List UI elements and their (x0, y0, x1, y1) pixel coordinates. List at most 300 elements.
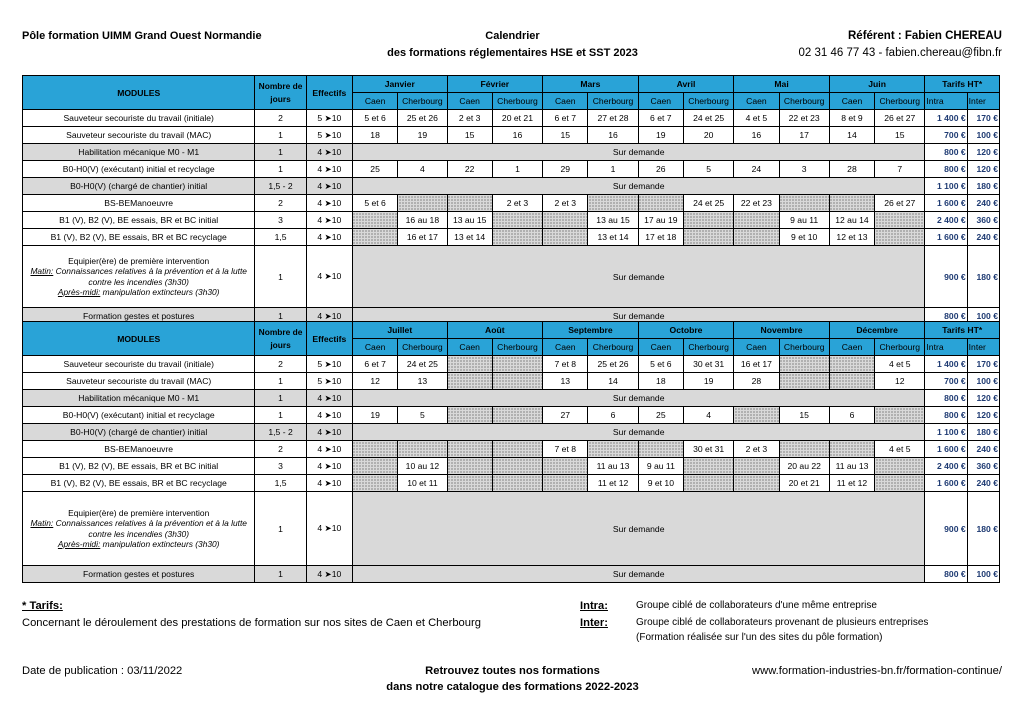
price-inter: 180 € (967, 178, 999, 195)
site-caen-header: Caen (829, 339, 874, 356)
site-cherbourg-header: Cherbourg (492, 93, 542, 110)
module-staff: 5 ➤10 (306, 127, 352, 144)
price-intra: 1 600 € (925, 229, 967, 246)
price-inter: 180 € (967, 424, 999, 441)
empty-slot (543, 229, 588, 246)
module-row (23, 195, 1000, 212)
session-date: 16 et 17 (398, 229, 447, 246)
document-title (330, 28, 695, 62)
empty-slot (683, 229, 733, 246)
empty-slot (734, 407, 779, 424)
session-date: 7 (875, 161, 925, 178)
empty-slot (447, 195, 492, 212)
empty-slot (543, 458, 588, 475)
empty-slot (875, 475, 925, 492)
session-date: 28 (734, 373, 779, 390)
price-inter: 120 € (967, 390, 999, 407)
empty-slot (398, 441, 447, 458)
module-staff: 4 ➤10 (306, 229, 352, 246)
session-date: 10 et 11 (398, 475, 447, 492)
session-date: 14 (588, 373, 638, 390)
module-row (23, 246, 1000, 308)
session-date: 2 et 3 (543, 195, 588, 212)
on-demand-cell: Sur demande (352, 178, 924, 195)
session-date: 20 (683, 127, 733, 144)
module-staff: 4 ➤10 (306, 246, 352, 308)
session-date: 18 (638, 373, 683, 390)
price-inter: 240 € (967, 475, 999, 492)
on-demand-cell: Sur demande (352, 390, 924, 407)
price-intra: 800 € (925, 308, 967, 325)
empty-slot (492, 212, 542, 229)
site-caen-header: Caen (829, 93, 874, 110)
site-caen-header: Caen (543, 93, 588, 110)
empty-slot (543, 475, 588, 492)
intra-label: Intra: (580, 600, 608, 612)
referent-name: Référent : Fabien CHEREAU (848, 30, 1002, 42)
empty-slot (829, 195, 874, 212)
website-link[interactable]: www.formation-industries-bn.fr/formation-continue/ (752, 665, 1002, 677)
session-date: 12 au 14 (829, 212, 874, 229)
module-staff: 4 ➤10 (306, 195, 352, 212)
session-date: 20 au 22 (779, 458, 829, 475)
module-row (23, 566, 1000, 583)
site-caen-header: Caen (734, 339, 779, 356)
title-line-1: Calendrier (485, 30, 540, 42)
site-cherbourg-header: Cherbourg (398, 339, 447, 356)
price-intra: 800 € (925, 390, 967, 407)
session-date: 13 (398, 373, 447, 390)
month-header: Mars (543, 76, 639, 93)
empty-slot (779, 195, 829, 212)
empty-slot (683, 458, 733, 475)
module-staff: 4 ➤10 (306, 144, 352, 161)
session-date: 24 et 25 (398, 356, 447, 373)
module-afternoon (24, 539, 253, 550)
afternoon-label: Après-midi: (57, 539, 101, 549)
session-date: 16 (492, 127, 542, 144)
session-date: 6 (829, 407, 874, 424)
module-name: Habilitation mécanique M0 - M1 (23, 390, 255, 407)
module-days: 2 (255, 195, 306, 212)
price-intra: 900 € (925, 492, 967, 566)
afternoon-text: manipulation extincteurs (3h30) (100, 539, 220, 549)
module-staff: 4 ➤10 (306, 441, 352, 458)
module-days: 1 (255, 373, 306, 390)
inter-header: Inter (967, 339, 999, 356)
session-date: 18 (352, 127, 397, 144)
module-days: 3 (255, 458, 306, 475)
empty-slot (447, 441, 492, 458)
session-date: 22 et 23 (779, 110, 829, 127)
module-staff: 4 ➤10 (306, 424, 352, 441)
inter-text-2: (Formation réalisée sur l'un des sites du pôle formation) (636, 632, 883, 643)
module-name: Formation gestes et postures (23, 308, 255, 325)
tarifs-header: Tarifs HT* (925, 322, 1000, 339)
module-days: 1 (255, 144, 306, 161)
empty-slot (447, 356, 492, 373)
session-date: 4 et 5 (875, 356, 925, 373)
empty-slot (875, 212, 925, 229)
on-demand-cell: Sur demande (352, 246, 924, 308)
price-inter: 240 € (967, 229, 999, 246)
session-date: 30 et 31 (683, 356, 733, 373)
module-days: 1 (255, 407, 306, 424)
price-intra: 1 100 € (925, 178, 967, 195)
catalog-note (330, 663, 695, 695)
referent-contact: 02 31 46 77 43 - fabien.chereau@fibn.fr (798, 47, 1002, 59)
module-staff: 4 ➤10 (306, 212, 352, 229)
price-intra: 1 600 € (925, 475, 967, 492)
morning-label: Matin: (30, 266, 54, 276)
site-cherbourg-header: Cherbourg (875, 339, 925, 356)
price-intra: 1 100 € (925, 424, 967, 441)
module-name (23, 492, 255, 566)
session-date: 19 (352, 407, 397, 424)
morning-label: Matin: (30, 518, 54, 528)
empty-slot (447, 458, 492, 475)
empty-slot (447, 475, 492, 492)
month-header: Novembre (734, 322, 830, 339)
session-date: 16 (734, 127, 779, 144)
module-staff: 4 ➤10 (306, 407, 352, 424)
session-date: 2 et 3 (734, 441, 779, 458)
module-row (23, 127, 1000, 144)
empty-slot (734, 212, 779, 229)
empty-slot (492, 407, 542, 424)
site-caen-header: Caen (352, 93, 397, 110)
price-inter: 100 € (967, 308, 999, 325)
tarifs-title: * Tarifs: (22, 600, 63, 612)
module-staff: 4 ➤10 (306, 492, 352, 566)
module-row (23, 373, 1000, 390)
empty-slot (352, 229, 397, 246)
empty-slot (543, 212, 588, 229)
price-inter: 120 € (967, 161, 999, 178)
module-staff: 4 ➤10 (306, 390, 352, 407)
on-demand-cell: Sur demande (352, 424, 924, 441)
module-row (23, 475, 1000, 492)
modules-header: MODULES (23, 76, 255, 110)
module-days: 1 (255, 390, 306, 407)
empty-slot (829, 441, 874, 458)
module-name: Sauveteur secouriste du travail (initiale) (23, 110, 255, 127)
site-cherbourg-header: Cherbourg (875, 93, 925, 110)
session-date: 17 au 19 (638, 212, 683, 229)
staff-header: Effectifs (306, 322, 352, 356)
module-name: BS-BEManoeuvre (23, 195, 255, 212)
module-row (23, 441, 1000, 458)
site-cherbourg-header: Cherbourg (588, 93, 638, 110)
session-date: 6 (588, 407, 638, 424)
intra-header: Intra (925, 339, 967, 356)
inter-label: Inter: (580, 617, 608, 629)
module-row (23, 407, 1000, 424)
inter-text (636, 615, 928, 645)
session-date: 17 et 18 (638, 229, 683, 246)
module-days: 1 (255, 161, 306, 178)
catalog-line-2: dans notre catalogue des formations 2022-2023 (386, 681, 639, 693)
site-cherbourg-header: Cherbourg (779, 339, 829, 356)
module-row (23, 390, 1000, 407)
session-date: 6 et 7 (543, 110, 588, 127)
session-date: 12 et 13 (829, 229, 874, 246)
empty-slot (492, 458, 542, 475)
price-intra: 800 € (925, 407, 967, 424)
module-staff: 4 ➤10 (306, 566, 352, 583)
empty-slot (683, 475, 733, 492)
price-inter: 100 € (967, 566, 999, 583)
session-date: 5 et 6 (352, 195, 397, 212)
site-cherbourg-header: Cherbourg (683, 93, 733, 110)
empty-slot (352, 212, 397, 229)
site-cherbourg-header: Cherbourg (779, 93, 829, 110)
session-date: 19 (638, 127, 683, 144)
site-caen-header: Caen (638, 339, 683, 356)
session-date: 11 au 13 (829, 458, 874, 475)
empty-slot (779, 441, 829, 458)
empty-slot (734, 458, 779, 475)
session-date: 12 (875, 373, 925, 390)
session-date: 2 et 3 (492, 195, 542, 212)
title-line-2: des formations réglementaires HSE et SST 2023 (387, 47, 638, 59)
session-date: 15 (447, 127, 492, 144)
module-days: 1,5 - 2 (255, 424, 306, 441)
module-row (23, 178, 1000, 195)
session-date: 7 et 8 (543, 441, 588, 458)
intra-text: Groupe ciblé de collaborateurs d'une même entreprise (636, 600, 877, 611)
publication-date: Date de publication : 03/11/2022 (22, 665, 183, 677)
module-name (23, 246, 255, 308)
price-intra: 1 600 € (925, 195, 967, 212)
module-days: 1,5 - 2 (255, 178, 306, 195)
module-morning (24, 518, 253, 539)
session-date: 25 (638, 407, 683, 424)
days-header: Nombre de jours (255, 322, 306, 356)
month-header: Septembre (543, 322, 639, 339)
module-row (23, 229, 1000, 246)
module-days: 1 (255, 566, 306, 583)
price-intra: 900 € (925, 246, 967, 308)
module-name: Sauveteur secouriste du travail (MAC) (23, 373, 255, 390)
module-name: B0-H0(V) (chargé de chantier) initial (23, 178, 255, 195)
tarifs-header: Tarifs HT* (925, 76, 1000, 93)
month-header: Juillet (352, 322, 447, 339)
month-header: Janvier (352, 76, 447, 93)
empty-slot (352, 475, 397, 492)
session-date: 20 et 21 (492, 110, 542, 127)
session-date: 5 et 6 (638, 356, 683, 373)
module-name: B0-H0(V) (chargé de chantier) initial (23, 424, 255, 441)
session-date: 15 (875, 127, 925, 144)
calendar-table-h1 (22, 75, 1000, 325)
session-date: 2 et 3 (447, 110, 492, 127)
site-cherbourg-header: Cherbourg (398, 93, 447, 110)
empty-slot (734, 229, 779, 246)
price-intra: 1 400 € (925, 356, 967, 373)
module-name: Formation gestes et postures (23, 566, 255, 583)
price-inter: 120 € (967, 144, 999, 161)
module-days: 1,5 (255, 475, 306, 492)
session-date: 29 (543, 161, 588, 178)
session-date: 14 (829, 127, 874, 144)
session-date: 12 (352, 373, 397, 390)
module-row (23, 212, 1000, 229)
price-intra: 1 400 € (925, 110, 967, 127)
session-date: 16 et 17 (734, 356, 779, 373)
module-name: Sauveteur secouriste du travail (MAC) (23, 127, 255, 144)
morning-text: Connaissances relatives à la prévention et à la lutte contre les incendies (3h30) (53, 266, 247, 287)
session-date: 13 au 15 (588, 212, 638, 229)
module-days: 3 (255, 212, 306, 229)
module-staff: 4 ➤10 (306, 475, 352, 492)
session-date: 15 (543, 127, 588, 144)
module-name: Habilitation mécanique M0 - M1 (23, 144, 255, 161)
empty-slot (734, 475, 779, 492)
module-days: 1 (255, 246, 306, 308)
module-name: B1 (V), B2 (V), BE essais, BR et BC initial (23, 458, 255, 475)
session-date: 9 et 10 (779, 229, 829, 246)
price-inter: 360 € (967, 458, 999, 475)
module-row (23, 424, 1000, 441)
price-intra: 800 € (925, 144, 967, 161)
module-days: 1 (255, 492, 306, 566)
session-date: 22 et 23 (734, 195, 779, 212)
session-date: 15 (779, 407, 829, 424)
module-staff: 4 ➤10 (306, 161, 352, 178)
module-row (23, 144, 1000, 161)
price-intra: 1 600 € (925, 441, 967, 458)
module-staff: 4 ➤10 (306, 308, 352, 325)
session-date: 5 (683, 161, 733, 178)
module-row (23, 110, 1000, 127)
session-date: 24 et 25 (683, 110, 733, 127)
session-date: 6 et 7 (352, 356, 397, 373)
empty-slot (588, 441, 638, 458)
inter-text-1: Groupe ciblé de collaborateurs provenant de plusieurs entreprises (636, 617, 929, 628)
session-date: 27 (543, 407, 588, 424)
session-date: 6 et 7 (638, 110, 683, 127)
session-date: 4 et 5 (875, 441, 925, 458)
price-inter: 100 € (967, 127, 999, 144)
session-date: 11 au 13 (588, 458, 638, 475)
module-days: 1 (255, 127, 306, 144)
session-date: 11 et 12 (829, 475, 874, 492)
site-caen-header: Caen (447, 339, 492, 356)
session-date: 13 et 14 (588, 229, 638, 246)
afternoon-text: manipulation extincteurs (3h30) (100, 287, 220, 297)
price-intra: 800 € (925, 566, 967, 583)
module-staff: 4 ➤10 (306, 178, 352, 195)
module-days: 1 (255, 308, 306, 325)
module-days: 2 (255, 110, 306, 127)
price-intra: 800 € (925, 161, 967, 178)
empty-slot (492, 373, 542, 390)
site-caen-header: Caen (352, 339, 397, 356)
site-caen-header: Caen (447, 93, 492, 110)
module-name: B0-H0(V) (exécutant) initial et recyclage (23, 161, 255, 178)
month-header: Août (447, 322, 543, 339)
session-date: 25 et 26 (588, 356, 638, 373)
organization-name (22, 28, 262, 45)
afternoon-label: Après-midi: (57, 287, 101, 297)
session-date: 9 au 11 (638, 458, 683, 475)
module-name: BS-BEManoeuvre (23, 441, 255, 458)
session-date: 16 (588, 127, 638, 144)
session-date: 13 au 15 (447, 212, 492, 229)
module-morning (24, 266, 253, 287)
module-title: Equipier(ère) de première intervention (68, 507, 210, 518)
empty-slot (779, 373, 829, 390)
session-date: 24 (734, 161, 779, 178)
on-demand-cell: Sur demande (352, 308, 924, 325)
module-days: 1,5 (255, 229, 306, 246)
module-afternoon (24, 287, 253, 298)
session-date: 26 (638, 161, 683, 178)
session-date: 9 au 11 (779, 212, 829, 229)
site-cherbourg-header: Cherbourg (588, 339, 638, 356)
session-date: 10 au 12 (398, 458, 447, 475)
session-date: 3 (779, 161, 829, 178)
module-days: 2 (255, 441, 306, 458)
session-date: 13 (543, 373, 588, 390)
session-date: 4 (683, 407, 733, 424)
empty-slot (779, 356, 829, 373)
price-inter: 180 € (967, 246, 999, 308)
session-date: 25 et 26 (398, 110, 447, 127)
days-header: Nombre de jours (255, 76, 306, 110)
empty-slot (447, 373, 492, 390)
price-inter: 360 € (967, 212, 999, 229)
session-date: 16 au 18 (398, 212, 447, 229)
session-date: 22 (447, 161, 492, 178)
module-staff: 5 ➤10 (306, 356, 352, 373)
empty-slot (352, 458, 397, 475)
session-date: 27 et 28 (588, 110, 638, 127)
on-demand-cell: Sur demande (352, 492, 924, 566)
module-staff: 5 ➤10 (306, 110, 352, 127)
price-inter: 240 € (967, 441, 999, 458)
session-date: 11 et 12 (588, 475, 638, 492)
empty-slot (492, 475, 542, 492)
session-date: 28 (829, 161, 874, 178)
session-date: 17 (779, 127, 829, 144)
module-row (23, 458, 1000, 475)
empty-slot (447, 407, 492, 424)
month-header: Février (447, 76, 543, 93)
session-date: 24 et 25 (683, 195, 733, 212)
module-name: B1 (V), B2 (V), BE essais, BR et BC initial (23, 212, 255, 229)
price-inter: 180 € (967, 492, 999, 566)
session-date: 20 et 21 (779, 475, 829, 492)
module-row (23, 356, 1000, 373)
price-intra: 2 400 € (925, 458, 967, 475)
session-date: 5 (398, 407, 447, 424)
session-date: 5 et 6 (352, 110, 397, 127)
session-date: 1 (492, 161, 542, 178)
module-row (23, 161, 1000, 178)
site-cherbourg-header: Cherbourg (492, 339, 542, 356)
session-date: 19 (398, 127, 447, 144)
session-date: 1 (588, 161, 638, 178)
session-date: 26 et 27 (875, 195, 925, 212)
price-inter: 170 € (967, 110, 999, 127)
session-date: 19 (683, 373, 733, 390)
empty-slot (588, 195, 638, 212)
month-header: Octobre (638, 322, 734, 339)
session-date: 7 et 8 (543, 356, 588, 373)
referent-block (799, 28, 1002, 62)
